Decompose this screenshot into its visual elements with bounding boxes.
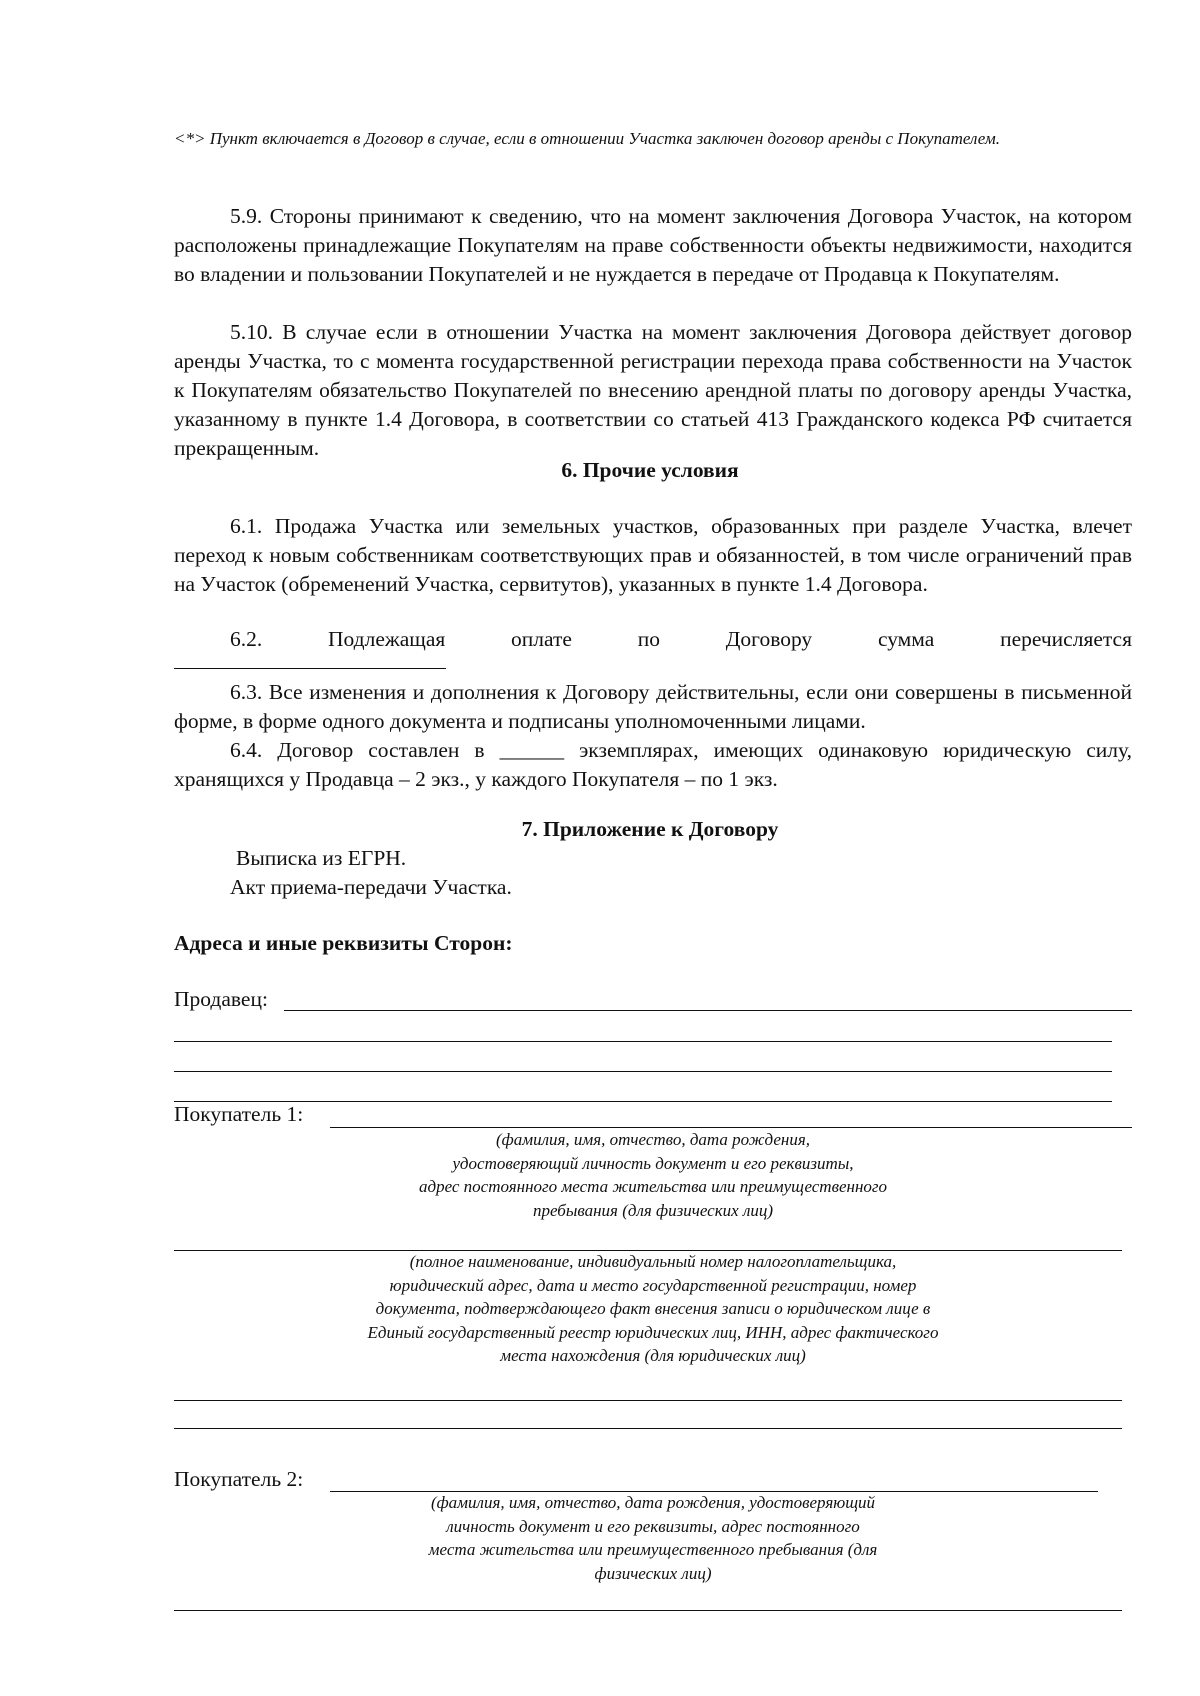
p62-w3: по: [637, 627, 660, 651]
appendix-item-2: Акт приема-передачи Участка.: [230, 875, 512, 899]
requisites-title: Адреса и иные реквизиты Сторон:: [174, 931, 513, 955]
caption-line: документа, подтверждающего факт внесения записи о юридическом лице в: [375, 1299, 931, 1318]
p62-w0: 6.2.: [230, 627, 263, 651]
buyer1-caption-person: [174, 1128, 1132, 1222]
seller-line-1[interactable]: [284, 1010, 1132, 1011]
amount-blank-line[interactable]: [174, 668, 446, 669]
buyer1-caption-legal: [174, 1250, 1132, 1368]
caption-line: адрес постоянного места жительства или преимущественного: [418, 1177, 888, 1196]
seller-line-4[interactable]: [174, 1101, 1112, 1102]
caption-line: физических лиц): [594, 1563, 712, 1583]
caption-line: (фамилия, имя, отчество, дата рождения,: [496, 1130, 810, 1149]
caption-line: Единый государственный реестр юридических лиц, ИНН, адрес фактического: [367, 1322, 939, 1342]
caption-line: места жительства или преимущественного пребывания (для: [428, 1540, 878, 1559]
p62-w5: сумма: [877, 627, 935, 651]
paragraph-6-1: 6.1. Продажа Участка или земельных участков, образованных при разделе Участка, влечет переход к новым собственникам соответствующих прав и обязанностей, в том числе ограничений прав на Участок (обременений Участка, сервитутов), указанных в пункте 1.4 Договора.: [174, 514, 1132, 596]
p62-w4: Договору: [725, 627, 813, 651]
caption-line: удостоверяющий личность документ и его реквизиты,: [452, 1153, 854, 1173]
copies-blank[interactable]: ______: [499, 738, 565, 762]
paragraph-6-3: 6.3. Все изменения и дополнения к Договору действительны, если они совершены в письменной форме, в форме одного документа и подписаны уполномоченными лицами.: [174, 680, 1132, 733]
buyer2-line-2[interactable]: [174, 1610, 1122, 1611]
caption-line: личность документ и его реквизиты, адрес постоянного: [446, 1516, 860, 1536]
paragraph-6-2: [174, 625, 1132, 654]
seller-line-2[interactable]: [174, 1041, 1112, 1042]
p62-w1: Подлежащая: [328, 627, 446, 651]
paragraph-6-4: [174, 736, 1132, 794]
paragraph-5-9: 5.9. Стороны принимают к сведению, что на момент заключения Договора Участок, на котором расположены принадлежащие Покупателям на праве собственности объекты недвижимости, находится во владении и пользовании Покупателей и не нуждается в передаче от Продавца к Покупателям.: [174, 204, 1132, 286]
buyer2-label: Покупатель 2:: [174, 1467, 304, 1491]
caption-line: (полное наименование, индивидуальный номер налогоплательщика,: [409, 1252, 897, 1271]
buyer2-caption: [174, 1491, 1132, 1585]
footnote-text: <*> Пункт включается в Договор в случае, если в отношении Участка заключен договор аренды с Покупателем.: [174, 129, 1001, 148]
section-6-title: 6. Прочие условия: [561, 458, 739, 482]
buyer1-line-4[interactable]: [174, 1428, 1122, 1429]
p62-w6: перечисляется: [1000, 627, 1132, 651]
p62-w2: оплате: [511, 627, 572, 651]
paragraph-5-10: 5.10. В случае если в отношении Участка на момент заключения Договора действует договор аренды Участка, то с момента государственной регистрации перехода права собственности на Участок к Покупателям обязательство Покупателей по внесению арендной платы по договору аренды Участка, указанному в пункте 1.4 Договора, в соответствии со статьей 413 Гражданского кодекса РФ считается прекращенным.: [174, 320, 1132, 460]
caption-line: места нахождения (для юридических лиц): [500, 1346, 806, 1365]
caption-line: (фамилия, имя, отчество, дата рождения, удостоверяющий: [430, 1493, 876, 1512]
p64-after: экземплярах, имеющих одинаковую юридическую силу, хранящихся у Продавца – 2 экз., у каждого Покупателя – по 1 экз.: [174, 738, 1132, 791]
seller-line-3[interactable]: [174, 1071, 1112, 1072]
appendix-item-1: Выписка из ЕГРН.: [236, 846, 407, 870]
footnote: [174, 127, 1132, 150]
seller-label: Продавец:: [174, 987, 268, 1011]
caption-line: юридический адрес, дата и место государственной регистрации, номер: [389, 1275, 917, 1295]
caption-line: пребывания (для физических лиц): [532, 1200, 774, 1220]
buyer1-label: Покупатель 1:: [174, 1102, 304, 1126]
section-7-title: 7. Приложение к Договору: [521, 817, 779, 841]
buyer1-line-3[interactable]: [174, 1400, 1122, 1401]
p64-before: 6.4. Договор составлен в: [230, 738, 485, 762]
